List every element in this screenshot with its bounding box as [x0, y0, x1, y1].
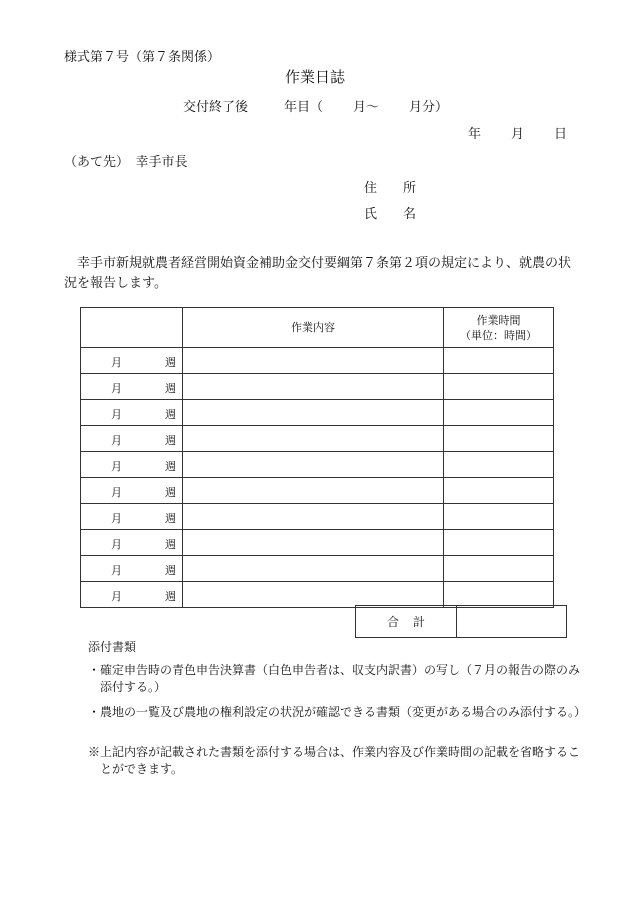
- period-cell: [81, 426, 183, 452]
- period-cell: [81, 582, 183, 608]
- date-month: 月: [511, 127, 525, 142]
- report-statement: 幸手市新規就農者経営開始資金補助金交付要綱第７条第２項の規定により、就農の状況を報告します。: [64, 256, 572, 291]
- header-work-time: [444, 308, 554, 348]
- form-number: 様式第７号（第７条関係）: [64, 50, 221, 65]
- month-label: 月: [111, 356, 122, 369]
- header-period-cell: [81, 308, 183, 348]
- week-label: 週: [165, 590, 176, 603]
- total-table: [80, 605, 567, 638]
- week-label: 週: [165, 486, 176, 499]
- month-label: 月: [111, 434, 122, 447]
- work-content-cell[interactable]: [183, 530, 444, 556]
- work-content-cell[interactable]: [183, 452, 444, 478]
- work-time-cell[interactable]: [444, 530, 554, 556]
- month-label: 月: [111, 486, 122, 499]
- period-prefix: 交付終了後: [183, 100, 249, 115]
- week-label: 週: [165, 382, 176, 395]
- work-time-cell[interactable]: [444, 426, 554, 452]
- month-label: 月: [111, 460, 122, 473]
- table-header-row: [81, 308, 554, 348]
- month-label: 月: [111, 590, 122, 603]
- period-cell: [81, 400, 183, 426]
- table-row: [81, 374, 554, 400]
- period-cell: [81, 530, 183, 556]
- work-content-cell[interactable]: [183, 400, 444, 426]
- name-label: 氏 名: [364, 207, 417, 222]
- date-day: 日: [554, 127, 568, 142]
- week-label: 週: [165, 512, 176, 525]
- work-content-cell[interactable]: [183, 348, 444, 374]
- work-content-cell[interactable]: [183, 478, 444, 504]
- week-label: 週: [165, 434, 176, 447]
- work-time-cell[interactable]: [444, 556, 554, 582]
- work-time-cell[interactable]: [444, 504, 554, 530]
- week-label: 週: [165, 408, 176, 421]
- period-cell: [81, 478, 183, 504]
- table-row: [81, 478, 554, 504]
- work-time-cell[interactable]: [444, 374, 554, 400]
- table-row: [81, 582, 554, 608]
- header-work-time-unit: （単位：時間）: [460, 328, 537, 342]
- work-content-cell[interactable]: [183, 582, 444, 608]
- work-time-cell[interactable]: [444, 582, 554, 608]
- date-year: 年: [468, 127, 482, 142]
- period-month-from: 月〜: [353, 100, 380, 115]
- total-time-cell[interactable]: [457, 606, 567, 638]
- header-work-time-label: 作業時間: [476, 313, 521, 327]
- table-row: [81, 504, 554, 530]
- table-row: [81, 400, 554, 426]
- work-time-cell[interactable]: [444, 452, 554, 478]
- work-time-cell[interactable]: [444, 478, 554, 504]
- total-label: 合計: [356, 606, 457, 638]
- period-year-label: 年目（: [284, 100, 324, 115]
- period-cell: [81, 348, 183, 374]
- table-row: [81, 348, 554, 374]
- work-time-cell[interactable]: [444, 348, 554, 374]
- table-row: [81, 426, 554, 452]
- period-cell: [81, 374, 183, 400]
- work-content-cell[interactable]: [183, 504, 444, 530]
- period-month-to: 月分）: [409, 100, 449, 115]
- period-cell: [81, 556, 183, 582]
- document-title: 作業日誌: [284, 68, 345, 86]
- attachment-remark: ※上記内容が記載された書類を添付する場合は、作業内容及び作業時間の記載を省略することができます。: [88, 745, 581, 776]
- work-time-cell[interactable]: [444, 400, 554, 426]
- week-label: 週: [165, 564, 176, 577]
- month-label: 月: [111, 512, 122, 525]
- attachment-item: ・農地の一覧及び農地の権利設定の状況が確認できる書類（変更がある場合のみ添付する。）: [88, 705, 587, 719]
- month-label: 月: [111, 564, 122, 577]
- total-row: [80, 606, 567, 638]
- week-label: 週: [165, 538, 176, 551]
- addressee: （あて先） 幸手市長: [64, 155, 188, 170]
- month-label: 月: [111, 538, 122, 551]
- table-row: [81, 530, 554, 556]
- work-content-cell[interactable]: [183, 426, 444, 452]
- work-content-cell[interactable]: [183, 556, 444, 582]
- period-cell: [81, 452, 183, 478]
- table-row: [81, 556, 554, 582]
- week-label: 週: [165, 356, 176, 369]
- date-line: [468, 123, 567, 142]
- attachments-heading: 添付書類: [88, 640, 137, 654]
- work-log-table: [80, 307, 554, 608]
- work-content-cell[interactable]: [183, 374, 444, 400]
- address-label: 住 所: [364, 181, 417, 196]
- month-label: 月: [111, 408, 122, 421]
- month-label: 月: [111, 382, 122, 395]
- table-row: [81, 452, 554, 478]
- header-work-content: 作業内容: [183, 308, 444, 348]
- attachment-item: ・確定申告時の青色申告決算書（白色申告者は、収支内訳書）の写し（７月の報告の際のみ添付する。）: [88, 663, 581, 694]
- total-spacer: [80, 606, 356, 638]
- period-cell: [81, 504, 183, 530]
- week-label: 週: [165, 460, 176, 473]
- report-period: [183, 96, 448, 115]
